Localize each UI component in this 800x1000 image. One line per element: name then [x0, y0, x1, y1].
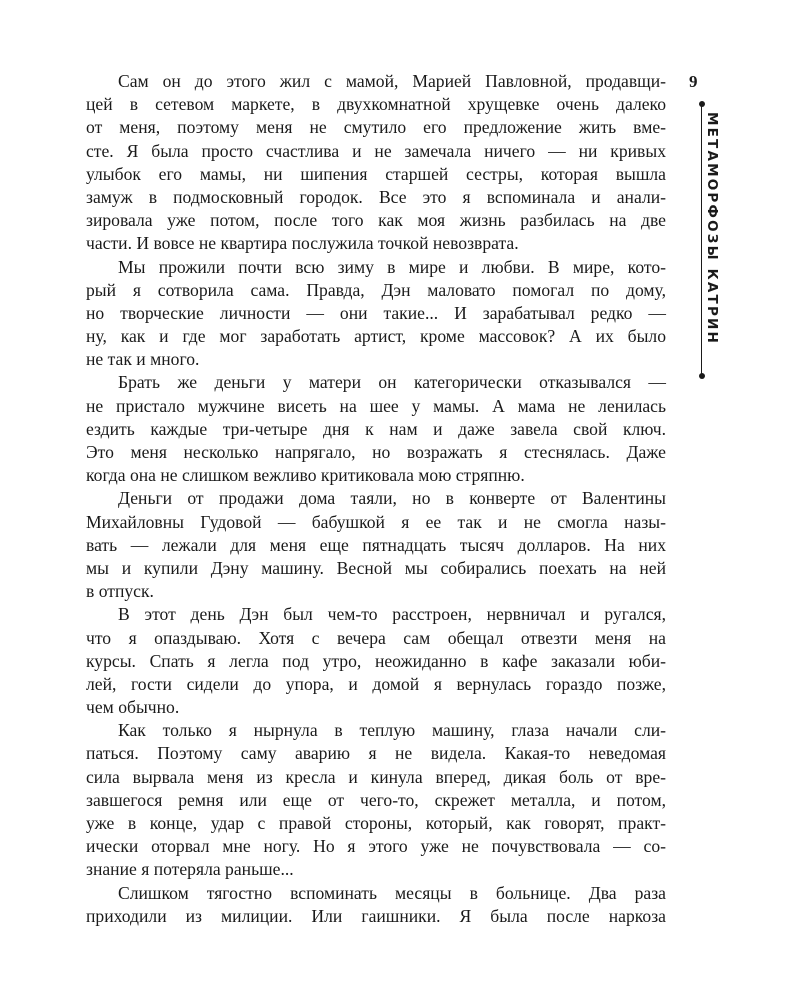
text-line: Мы прожили почти всю зиму в мире и любви. В мире, кото- — [118, 256, 666, 277]
text-line: цей в сетевом маркете, в двухкомнатной хрущевке очень далеко — [86, 94, 666, 115]
text-line: мы и купили Дэну машину. Весной мы собирались поехать на ней — [86, 557, 666, 578]
text-line: не так и много. — [86, 349, 200, 370]
text-line: ну, как и где мог заработать артист, кроме массовок? А их было — [86, 326, 666, 347]
text-line: завшегося ремня или еще от чего-то, скрежет металла, и потом, — [86, 789, 666, 810]
text-line: когда она не слишком вежливо критиковала мою стряпню. — [86, 465, 525, 486]
text-line: Деньги от продажи дома таяли, но в конверте от Валентины — [118, 488, 666, 509]
text-line: вать — лежали для меня еще пятнадцать тысяч долларов. На них — [86, 534, 666, 555]
text-line: рый я сотворила сама. Правда, Дэн маловато помогал по дому, — [86, 279, 666, 300]
text-line: В этот день Дэн был чем-то расстроен, нервничал и ругался, — [118, 604, 666, 625]
text-line: сила вырвала меня из кресла и кинула вперед, дикая боль от вре- — [86, 766, 666, 787]
body-text — [86, 70, 666, 928]
text-line: зировала уже потом, после того как моя жизнь разбилась на две — [86, 210, 666, 231]
text-line: Слишком тягостно вспоминать месяцы в больнице. Два раза — [118, 882, 666, 903]
text-line: лей, гости сидели до упора, и домой я вернулась гораздо позже, — [86, 673, 666, 694]
text-line: знание я потеряла раньше... — [86, 859, 294, 880]
text-line: ически оторвал мне ногу. Но я этого уже не почувствовала — со- — [86, 836, 666, 857]
text-line: чем обычно. — [86, 697, 180, 718]
text-line: Михайловны Гудовой — бабушкой я ее так и не смогла назы- — [86, 511, 666, 532]
text-line: от меня, поэтому меня не смутило его предложение жить вме- — [86, 117, 666, 138]
text-line: паться. Поэтому саму аварию я не видела. Какая-то неведомая — [86, 743, 666, 764]
text-line: ездить каждые три-четыре дня к нам и даже завела свой ключ. — [86, 418, 666, 439]
text-line: замуж в подмосковный городок. Все это я вспоминала и анали- — [86, 186, 666, 207]
text-line: не пристало мужчине висеть на шее у мамы. А мама не ленилась — [86, 395, 666, 416]
text-line: части. И вовсе не квартира послужила точкой невозврата. — [86, 233, 519, 254]
running-head-title: МЕТАМОРФОЗЫ КАТРИН — [704, 112, 720, 346]
text-line: что я опаздываю. Хотя с вечера сам обещал отвезти меня на — [86, 627, 666, 648]
running-head-rule — [701, 104, 702, 376]
text-line: приходили из милиции. Или гаишники. Я была после наркоза — [86, 905, 666, 926]
text-line: но творческие личности — они такие... И зарабатывал редко — — [86, 302, 666, 323]
text-line: Это меня несколько напрягало, но возражать я стеснялась. Даже — [86, 442, 666, 462]
text-line: сте. Я была просто счастлива и не замечала ничего — ни кривых — [86, 140, 666, 161]
running-head-bottom-dot — [699, 373, 705, 379]
running-head-top-dot — [699, 101, 705, 107]
text-line: Брать же деньги у матери он категорически отказывался — — [118, 372, 666, 393]
text-line: Сам он до этого жил с мамой, Марией Павловной, продавщи- — [118, 71, 666, 91]
text-line: Как только я нырнула в теплую машину, глаза начали сли- — [118, 720, 666, 741]
page-number: 9 — [689, 72, 698, 91]
text-line: уже в конце, удар с правой стороны, который, как говорят, практ- — [86, 813, 666, 833]
text-line: курсы. Спать я легла под утро, неожиданно в кафе заказали юби- — [86, 650, 666, 671]
text-line: в отпуск. — [86, 581, 154, 602]
text-line: улыбок его мамы, ни шипения старшей сестры, которая вышла — [86, 163, 666, 184]
running-head — [697, 98, 720, 382]
